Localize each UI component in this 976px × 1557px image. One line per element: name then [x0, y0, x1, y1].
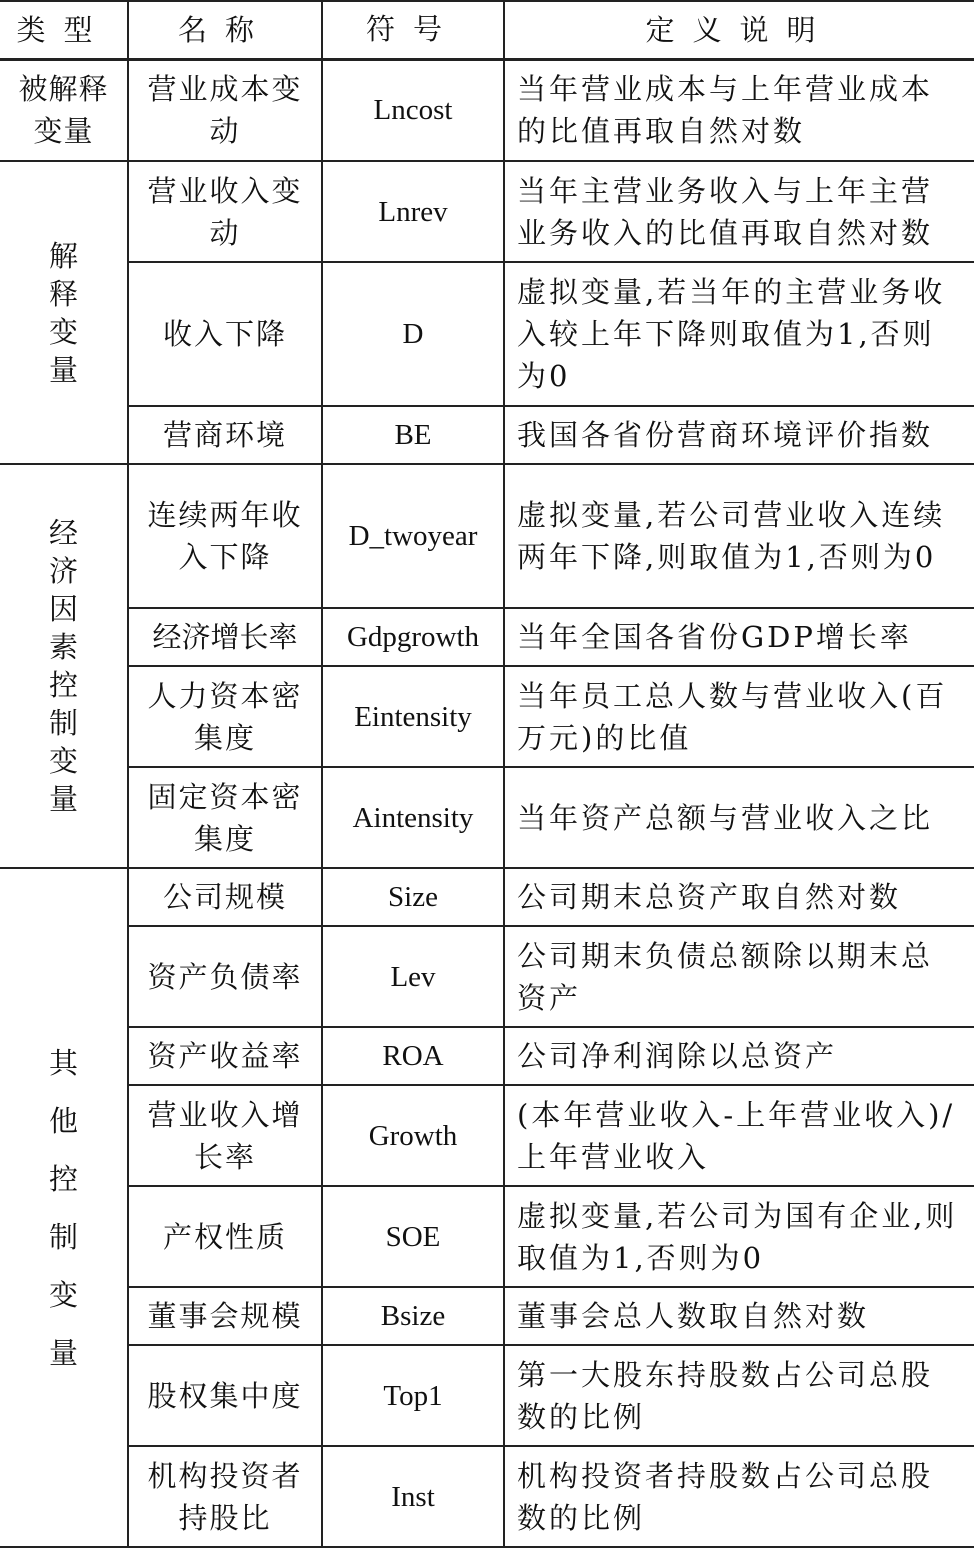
- table-row: [0, 1446, 974, 1547]
- variable-name: 经济增长率: [128, 608, 322, 666]
- table-row: [0, 464, 974, 608]
- variable-name: 连续两年收入下降: [128, 464, 322, 608]
- variable-definition: 当年全国各省份GDP增长率: [504, 608, 974, 666]
- table-row: [0, 262, 974, 406]
- variable-symbol: Size: [322, 868, 504, 926]
- table-row: [0, 608, 974, 666]
- variable-symbol: Lev: [322, 926, 504, 1027]
- variable-symbol: Eintensity: [322, 666, 504, 767]
- variable-definition: 董事会总人数取自然对数: [504, 1287, 974, 1345]
- header-symbol: 符号: [322, 1, 504, 59]
- table-row: [0, 406, 974, 464]
- variable-name: 收入下降: [128, 262, 322, 406]
- table-row: [0, 161, 974, 262]
- table-row: [0, 59, 974, 161]
- group-type-label: 被解释变量: [0, 59, 128, 161]
- variable-name: 资产负债率: [128, 926, 322, 1027]
- group-type-label: [0, 464, 128, 868]
- variable-symbol: Bsize: [322, 1287, 504, 1345]
- table-row: [0, 1085, 974, 1186]
- variable-name: 营业收入变动: [128, 161, 322, 262]
- table-row: [0, 1027, 974, 1085]
- group-type-label: [0, 161, 128, 464]
- variable-symbol: Growth: [322, 1085, 504, 1186]
- variable-definition: 当年员工总人数与营业收入(百万元)的比值: [504, 666, 974, 767]
- group-type-text: 其他控制变量: [48, 1045, 78, 1370]
- header-definition: 定义说明: [504, 1, 974, 59]
- variable-name: 人力资本密集度: [128, 666, 322, 767]
- table-row: [0, 1186, 974, 1287]
- variable-symbol: Gdpgrowth: [322, 608, 504, 666]
- variable-definition: 虚拟变量,若公司为国有企业,则取值为1,否则为0: [504, 1186, 974, 1287]
- group-type-label: [0, 868, 128, 1547]
- variable-symbol: D: [322, 262, 504, 406]
- variable-symbol: Lncost: [322, 59, 504, 161]
- table-row: [0, 1345, 974, 1446]
- table-row: [0, 1287, 974, 1345]
- variable-name: 营业成本变动: [128, 59, 322, 161]
- variable-name: 产权性质: [128, 1186, 322, 1287]
- variable-definition: 虚拟变量,若公司营业收入连续两年下降,则取值为1,否则为0: [504, 464, 974, 608]
- variable-definition: 虚拟变量,若当年的主营业务收入较上年下降则取值为1,否则为0: [504, 262, 974, 406]
- variable-definition: (本年营业收入-上年营业收入)/上年营业收入: [504, 1085, 974, 1186]
- variable-definition: 机构投资者持股数占公司总股数的比例: [504, 1446, 974, 1547]
- variable-symbol: ROA: [322, 1027, 504, 1085]
- variable-symbol: Lnrev: [322, 161, 504, 262]
- variable-name: 营业收入增长率: [128, 1085, 322, 1186]
- header-type: 类型: [0, 1, 128, 59]
- table-row: [0, 767, 974, 868]
- variable-symbol: BE: [322, 406, 504, 464]
- header-row: [0, 1, 974, 59]
- variable-symbol: Inst: [322, 1446, 504, 1547]
- variable-name: 公司规模: [128, 868, 322, 926]
- header-name: 名称: [128, 1, 322, 59]
- variable-definition: 当年主营业务收入与上年主营业务收入的比值再取自然对数: [504, 161, 974, 262]
- table-row: [0, 868, 974, 926]
- table-row: [0, 926, 974, 1027]
- group-type-text: 解释变量: [48, 238, 78, 387]
- variable-name: 营商环境: [128, 406, 322, 464]
- variable-name: 股权集中度: [128, 1345, 322, 1446]
- variable-symbol: Aintensity: [322, 767, 504, 868]
- variable-definition: 公司期末负债总额除以期末总资产: [504, 926, 974, 1027]
- variable-definition: 我国各省份营商环境评价指数: [504, 406, 974, 464]
- variable-name: 董事会规模: [128, 1287, 322, 1345]
- group-type-text: 经济因素控制变量: [48, 516, 78, 816]
- variable-definition: 公司期末总资产取自然对数: [504, 868, 974, 926]
- variable-name: 固定资本密集度: [128, 767, 322, 868]
- variable-symbol: D_twoyear: [322, 464, 504, 608]
- variable-name: 机构投资者持股比: [128, 1446, 322, 1547]
- variable-definition: 当年资产总额与营业收入之比: [504, 767, 974, 868]
- variable-definition: 公司净利润除以总资产: [504, 1027, 974, 1085]
- variable-name: 资产收益率: [128, 1027, 322, 1085]
- variable-symbol: SOE: [322, 1186, 504, 1287]
- variable-definition: 第一大股东持股数占公司总股数的比例: [504, 1345, 974, 1446]
- variable-symbol: Top1: [322, 1345, 504, 1446]
- table-row: [0, 666, 974, 767]
- variable-definition: 当年营业成本与上年营业成本的比值再取自然对数: [504, 59, 974, 161]
